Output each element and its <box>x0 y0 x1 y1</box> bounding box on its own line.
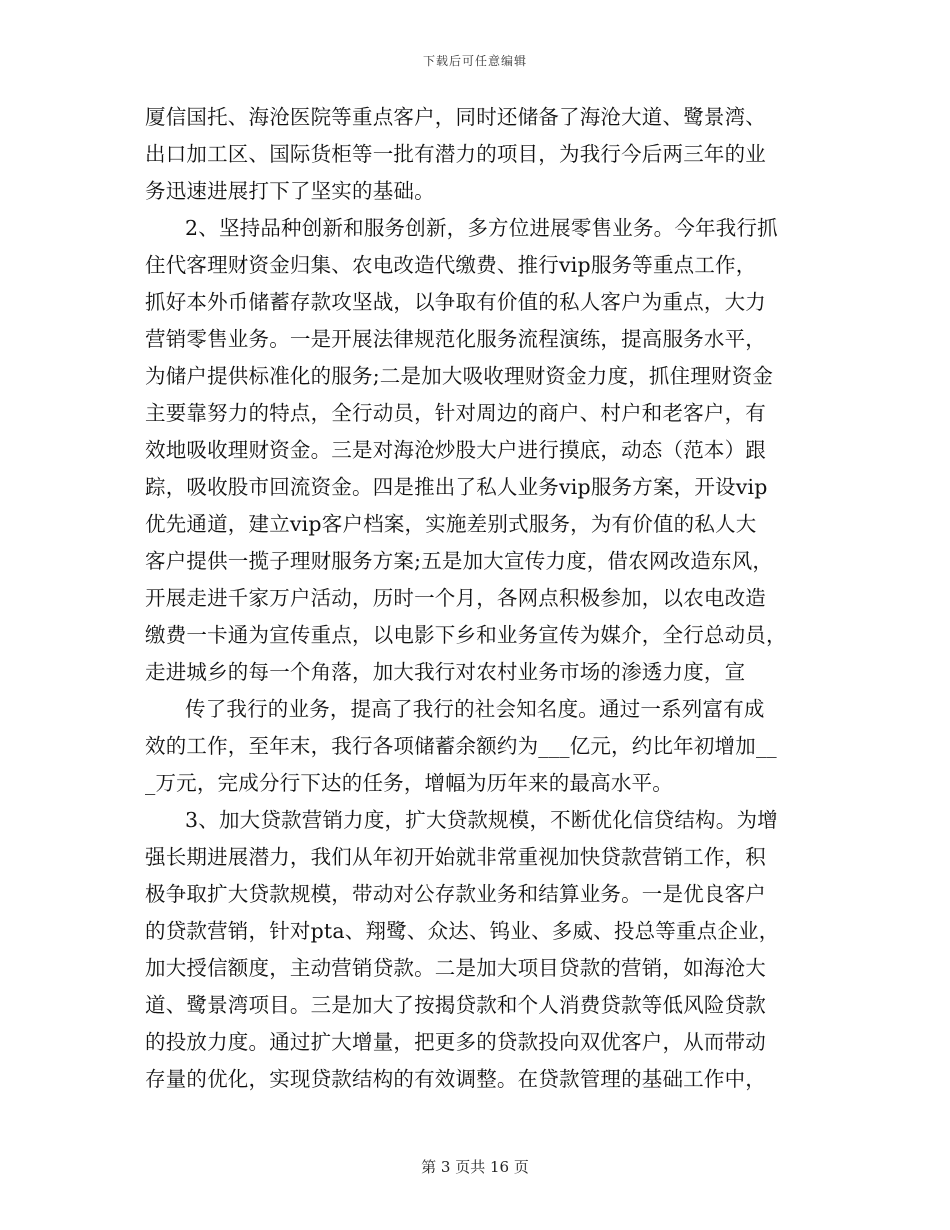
page-header: 下载后可任意编辑 <box>422 54 527 68</box>
page-footer: 第 3 页共 16 页 <box>421 1158 529 1176</box>
text-line: 踪，吸收股市回流资金。四是推出了私人业务vip服务方案，开设vip <box>145 475 768 499</box>
text-line: 的投放力度。通过扩大增量，把更多的贷款投向双优客户，从而带动 <box>145 1030 766 1054</box>
text-line: 的贷款营销，针对pta、翔鹭、众达、钨业、多威、投总等重点企业， <box>145 919 780 943</box>
text-line: 客户提供一揽子理财服务方案;五是加大宣传力度，借农网改造东风， <box>145 549 774 573</box>
text-line: 开展走进千家万户活动，历时一个月，各网点积极参加，以农电改造 <box>145 586 766 610</box>
paragraph-start-line: 2、坚持品种创新和服务创新，多方位进展零售业务。今年我行抓 <box>185 216 778 240</box>
text-line: 为储户提供标准化的服务;二是加大吸收理财资金力度，抓住理财资金 <box>145 364 774 388</box>
text-line: 优先通道，建立vip客户档案，实施差别式服务，为有价值的私人大 <box>145 512 757 536</box>
text-line: 强长期进展潜力，我们从年初开始就非常重视加快贷款营销工作，积 <box>145 845 766 869</box>
document-body <box>145 99 815 1098</box>
text-line: 存量的优化，实现贷款结构的有效调整。在贷款管理的基础工作中， <box>145 1067 766 1091</box>
text-line: 道、鹭景湾项目。三是加大了按揭贷款和个人消费贷款等低风险贷款 <box>145 993 766 1017</box>
text-line: 极争取扩大贷款规模，带动对公存款业务和结算业务。一是优良客户 <box>145 882 766 906</box>
text-line: 住代客理财资金归集、农电改造代缴费、推行vip服务等重点工作， <box>145 253 757 277</box>
paragraph-start-line: 传了我行的业务，提高了我行的社会知名度。通过一系列富有成 <box>185 697 765 721</box>
text-line: 出口加工区、国际货柜等一批有潜力的项目，为我行今后两三年的业 <box>145 142 766 166</box>
text-line: 走进城乡的每一个角落，加大我行对农村业务市场的渗透力度，宣 <box>145 660 746 684</box>
text-line: 抓好本外币储蓄存款攻坚战，以争取有价值的私人客户为重点，大力 <box>145 290 766 314</box>
text-line: 营销零售业务。一是开展法律规范化服务流程演练，提高服务水平， <box>145 327 766 351</box>
text-line: 加大授信额度，主动营销贷款。二是加大项目贷款的营销，如海沧大 <box>145 956 766 980</box>
text-line: _万元，完成分行下达的任务，增幅为历年来的最高水平。 <box>145 771 673 795</box>
text-line: 务迅速进展打下了坚实的基础。 <box>145 179 435 203</box>
text-line: 缴费一卡通为宣传重点，以电影下乡和业务宣传为媒介，全行总动员， <box>145 623 787 647</box>
text-line: 效的工作，至年末，我行各项储蓄余额约为___亿元，约比年初增加__ <box>145 734 777 758</box>
text-line: 主要靠努力的特点，全行动员，针对周边的商户、村户和老客户，有 <box>145 401 766 425</box>
text-line: 效地吸收理财资金。三是对海沧炒股大户进行摸底，动态（范本）跟 <box>145 438 766 462</box>
paragraph-start-line: 3、加大贷款营销力度，扩大贷款规模，不断优化信贷结构。为增 <box>185 808 778 832</box>
text-line: 厦信国托、海沧医院等重点客户，同时还储备了海沧大道、鹭景湾、 <box>145 105 766 129</box>
